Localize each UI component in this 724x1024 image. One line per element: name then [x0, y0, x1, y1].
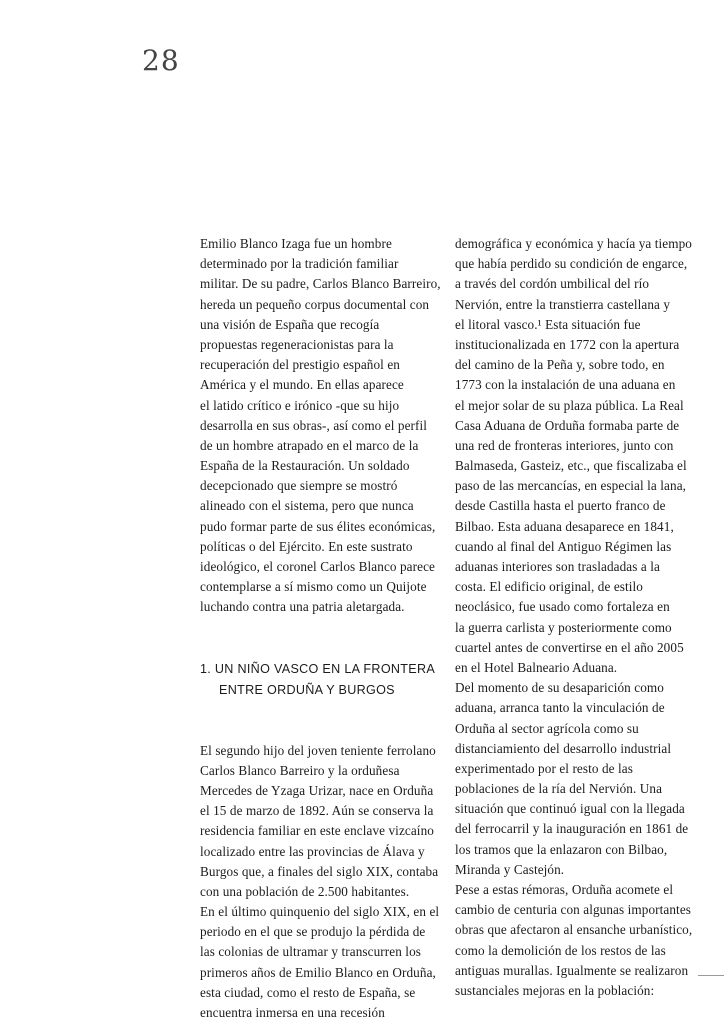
- text-line: periodo en el que se produjo la pérdida de: [200, 924, 426, 940]
- text-line: poblaciones de la ría del Nervión. Una: [455, 781, 663, 797]
- heading-line: 1. UN NIÑO VASCO EN LA FRONTERA: [200, 661, 436, 676]
- text-line: que había perdido su condición de engarce,: [455, 256, 688, 272]
- text-line: cuartel antes de convertirse en el año 2005: [455, 639, 684, 655]
- text-line: alineado con el sistema, pero que nunca: [200, 498, 414, 514]
- text-line: del ferrocarril y la inauguración en 1861 de: [455, 821, 689, 837]
- page-number: 28: [142, 44, 180, 77]
- text-line: El segundo hijo del joven teniente ferrolano: [200, 742, 436, 758]
- text-line: Casa Aduana de Orduña formaba parte de: [455, 417, 680, 433]
- text-line: recuperación del prestigio español en: [200, 357, 400, 373]
- intro-paragraph: [200, 234, 445, 618]
- text-line: pudo formar parte de sus élites económicas,: [200, 518, 436, 534]
- text-line: aduana, arranca tanto la vinculación de: [455, 700, 665, 716]
- text-line: 1773 con la instalación de una aduana en: [455, 377, 676, 393]
- text-line: Carlos Blanco Barreiro y la orduñesa: [200, 762, 400, 778]
- text-line: una visión de España que recogía: [200, 316, 380, 332]
- text-line: de un hombre atrapado en el marco de la: [200, 437, 419, 453]
- text-line: como la demolición de los restos de las: [455, 942, 666, 958]
- right-column: [455, 234, 693, 1001]
- text-line: en el Hotel Balneario Aduana.: [455, 659, 618, 675]
- text-line: Emilio Blanco Izaga fue un hombre: [200, 236, 392, 251]
- text-line: experimentado por el resto de las: [455, 760, 633, 776]
- text-line: el litoral vasco.¹ Esta situación fue: [455, 316, 641, 332]
- text-line: América y el mundo. En ellas aparece: [200, 377, 404, 393]
- text-line: las colonias de ultramar y transcurren los: [200, 944, 421, 960]
- text-line: paso de las mercancías, en especial la lana,: [455, 478, 687, 494]
- left-column: [200, 234, 445, 1023]
- text-line: el mejor solar de su plaza pública. La Real: [455, 397, 684, 413]
- text-line: costa. El edificio original, de estilo: [455, 579, 644, 595]
- text-line: situación que continuó igual con la llegada: [455, 801, 685, 817]
- text-line: políticas o del Ejército. En este sustrato: [200, 538, 413, 554]
- text-line: aduanas interiores son trasladadas a la: [455, 559, 660, 574]
- text-line: demográfica y económica y hacía ya tiempo: [455, 236, 692, 251]
- text-line: el 15 de marzo de 1892. Aún se conserva la: [200, 803, 434, 819]
- text-line: distanciamiento del desarrollo industrial: [455, 740, 672, 756]
- text-line: antiguas murallas. Igualmente se realizaron: [455, 962, 689, 978]
- text-line: desde Castilla hasta el puerto franco de: [455, 498, 666, 514]
- text-line: a través del cordón umbilical del río: [455, 276, 650, 292]
- text-line: el latido crítico e irónico -que su hijo: [200, 397, 400, 413]
- text-line: ideológico, el coronel Carlos Blanco parece: [200, 559, 435, 574]
- text-line: institucionalizada en 1772 con la apertura: [455, 336, 680, 352]
- text-line: Miranda y Castejón.: [455, 861, 565, 877]
- text-line: Balmaseda, Gasteiz, etc., que fiscalizaba el: [455, 458, 687, 474]
- text-line: militar. De su padre, Carlos Blanco Barreiro,: [200, 276, 441, 292]
- text-line: primeros años de Emilio Blanco en Orduña,: [200, 964, 436, 980]
- text-line: Burgos que, a finales del siglo XIX, contaba: [200, 863, 439, 879]
- text-line: del camino de la Peña y, sobre todo, en: [455, 357, 665, 373]
- text-line: localizado entre las provincias de Álava y: [200, 843, 425, 859]
- text-line: Bilbao. Esta aduana desaparece en 1841,: [455, 518, 674, 534]
- text-line: con una población de 2.500 habitantes.: [200, 883, 410, 899]
- text-line: luchando contra una patria aletargada.: [200, 599, 405, 615]
- text-line: los tramos que la enlazaron con Bilbao,: [455, 841, 668, 857]
- text-line: cambio de centuria con algunas importantes: [455, 902, 691, 918]
- text-line: contemplarse a sí mismo como un Quijote: [200, 579, 427, 595]
- text-line: Orduña al sector agrícola como su: [455, 720, 639, 736]
- text-line: Del momento de su desaparición como: [455, 680, 664, 696]
- body-paragraph: [200, 741, 445, 1024]
- heading-line: ENTRE ORDUÑA Y BURGOS: [219, 682, 395, 697]
- text-line: decepcionado que siempre se mostró: [200, 478, 398, 494]
- text-line: la guerra carlista y posteriormente como: [455, 619, 672, 635]
- text-line: una red de fronteras interiores, junto con: [455, 437, 674, 453]
- text-line: En el último quinquenio del siglo XIX, en el: [200, 904, 440, 920]
- text-line: neoclásico, fue usado como fortaleza en: [455, 599, 670, 615]
- text-line: Pese a estas rémoras, Orduña acomete el: [455, 882, 674, 897]
- text-line: hereda un pequeño corpus documental con: [200, 296, 430, 312]
- text-line: Mercedes de Yzaga Urizar, nace en Orduña: [200, 782, 434, 798]
- text-line: cuando al final del Antiguo Régimen las: [455, 538, 672, 554]
- text-line: determinado por la tradición familiar: [200, 256, 399, 272]
- text-line: desarrolla en sus obras-, así como el perfil: [200, 417, 428, 433]
- text-line: España de la Restauración. Un soldado: [200, 458, 410, 474]
- text-line: esta ciudad, como el resto de España, se: [200, 984, 416, 1000]
- section-heading: [200, 659, 445, 701]
- text-line: residencia familiar en este enclave vizcaíno: [200, 823, 434, 839]
- text-line: Nervión, entre la transtierra castellana y: [455, 296, 671, 312]
- text-line: propuestas regeneracionistas para la: [200, 336, 394, 352]
- text-line: encuentra inmersa en una recesión: [200, 1005, 385, 1020]
- page-edge-mark: [698, 975, 724, 976]
- text-line: obras que afectaron al ensanche urbanístico,: [455, 922, 693, 938]
- text-line: sustanciales mejoras en la población:: [455, 982, 655, 998]
